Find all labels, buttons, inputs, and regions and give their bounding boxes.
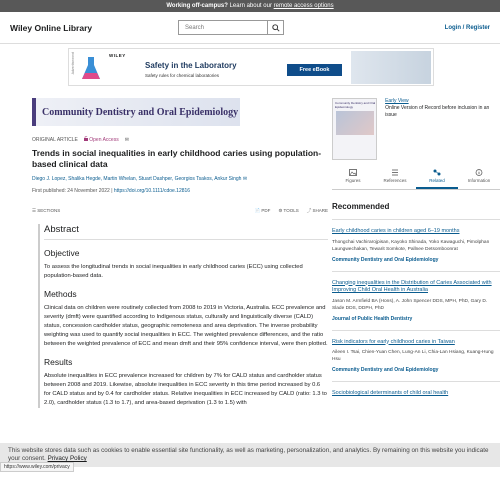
early-view-text bbox=[385, 98, 500, 160]
free-ebook-button[interactable]: Free eBook bbox=[287, 64, 342, 76]
offcampus-banner bbox=[0, 0, 500, 12]
journal-banner-text: Community Dentistry and Oral Epidemiology bbox=[42, 106, 239, 118]
tab-references-label: References bbox=[383, 178, 407, 183]
advertisement-banner[interactable] bbox=[68, 48, 434, 86]
article-type: ORIGINAL ARTICLE bbox=[32, 136, 78, 143]
results-heading: Results bbox=[44, 357, 73, 367]
tab-related-label: Related bbox=[429, 178, 445, 183]
tab-information[interactable] bbox=[458, 166, 500, 189]
search-icon bbox=[272, 24, 280, 32]
results-text: Absolute inequalities in ECC prevalence increased for children by 7% for CALD status and cardholder status between 2008 and 2019. Likewise, absolute inequalities in ECC severity in this time period increased by 0.6 for CALD status and by 0.4 for cardholder status. Relative inequalities in ECC increased by CALD (ratio: 1.3 to 2.0), cardholder status (1.3 to 1.7), and area-based deprivation (1.3 to 1.5) with bbox=[44, 373, 327, 406]
tools-label: TOOLS bbox=[283, 208, 299, 213]
objective-heading: Objective bbox=[44, 248, 80, 258]
recommended-journal[interactable]: Journal of Public Health Dentistry bbox=[332, 315, 413, 322]
cookie-text: This website stores data such as cookies to enable essential site functionality, as well as marketing, personalization, and analytics. By remaining on this website you indicate your consent. bbox=[8, 447, 489, 462]
cookie-banner bbox=[0, 443, 500, 467]
sidebar bbox=[332, 98, 500, 406]
pdf-label: PDF bbox=[261, 208, 271, 213]
ad-subtitle: Safety rules for chemical laboratories bbox=[145, 73, 220, 78]
article-main bbox=[32, 98, 328, 408]
site-header bbox=[0, 12, 500, 44]
site-logo[interactable]: Wiley Online Library bbox=[10, 22, 93, 33]
tab-figures[interactable] bbox=[332, 166, 374, 189]
recommended-journal[interactable]: Community Dentistry and Oral Epidemiology bbox=[332, 256, 439, 263]
recommended-title[interactable]: Early childhood caries in children aged 6–19 months bbox=[332, 228, 460, 234]
article-title: Trends in social inequalities in early childhood caries using population-based clinical data bbox=[32, 148, 322, 169]
sections-button[interactable]: ☰ SECTIONS bbox=[32, 208, 61, 213]
abstract-section bbox=[38, 224, 328, 408]
open-access-badge bbox=[84, 136, 119, 143]
list-item bbox=[332, 271, 500, 330]
early-view-desc: Online Version of Record before inclusion in an issue bbox=[385, 105, 490, 118]
ad-brand: WILEY bbox=[109, 53, 126, 58]
open-access-label: Open Access bbox=[89, 137, 119, 143]
published-label: First published: bbox=[32, 188, 68, 194]
abstract-heading: Abstract bbox=[44, 224, 328, 240]
info-icon bbox=[475, 169, 483, 176]
publication-info: First published: 24 November 2022 | https://doi.org/10.1111/cdoe.12816 bbox=[32, 188, 191, 194]
image-icon bbox=[349, 169, 357, 176]
share-label: SHARE bbox=[312, 208, 328, 213]
objective-text: To assess the longitudinal trends in social inequalities in early childhood caries (ECC) using collected population-based data. bbox=[44, 264, 303, 279]
ad-title: Safety in the Laboratory bbox=[145, 61, 237, 70]
offcampus-label: Working off-campus? bbox=[166, 3, 228, 9]
remote-access-link[interactable]: remote access options bbox=[273, 3, 334, 9]
tab-related[interactable] bbox=[416, 166, 458, 189]
sidebar-tabs bbox=[332, 166, 500, 190]
advert-label: Advertisement bbox=[71, 52, 75, 75]
email-icon[interactable]: ✉ bbox=[242, 176, 248, 182]
doi-link[interactable]: https://doi.org/10.1111/cdoe.12816 bbox=[113, 188, 191, 194]
recommended-authors: Thongchai Vachirarojpisan, Kayoko Shinada, Yoko Kawaguchi, Pimolphan Laungwechakan, Tewarit Somkote, Pallnee Detsomboonrat bbox=[332, 239, 490, 252]
recommended-title[interactable]: Sociobiological determinants of child oral health bbox=[332, 390, 449, 396]
recommended-section bbox=[332, 202, 500, 406]
recommended-title[interactable]: Changing inequalities in the Distribution of Caries Associated with Improving Child Oral Health in Australia bbox=[332, 279, 492, 293]
privacy-policy-link[interactable]: Privacy Policy bbox=[47, 455, 87, 462]
journal-cover[interactable] bbox=[332, 98, 377, 160]
methods-text: Clinical data on children were routinely collected from 2008 to 2019 in Victoria, Australia. ECC prevalence and severity (dmft) were quantified according to Indigenous status, culturally and linguistically diverse (CALD) status, concession cardholder status, geographic remoteness and area deprivation. The inverse probability weighting was used to quantify social inequalities in ECC. The weighted prevalence differences, and the ratio between the weighted prevalence of ECC and mean dmft and their 95% confidence interval, were then plotted. bbox=[44, 305, 328, 347]
recommended-heading: Recommended bbox=[332, 202, 390, 211]
flask-icon bbox=[81, 56, 101, 82]
recommended-authors: Jason M. Armfield BA (Hons), A. John Spencer DDS, MPH, PhD, Gary D. Slade DDS, DDPH, PhD bbox=[332, 298, 488, 311]
open-lock-icon bbox=[84, 136, 88, 141]
list-item bbox=[332, 381, 500, 406]
recommended-authors: Aileen I. Tsai, Chien-Yuan Chen, Lung-An Li, Chia-Lan Hsiang, Kuang-Hung Hsu bbox=[332, 350, 494, 362]
author-list[interactable] bbox=[32, 176, 328, 182]
search-input[interactable]: Search bbox=[185, 24, 205, 31]
list-item bbox=[332, 330, 500, 382]
share-button[interactable]: ⤴ SHARE bbox=[306, 208, 328, 213]
login-register-link[interactable]: Login / Register bbox=[444, 24, 490, 31]
early-view-link[interactable]: Early View bbox=[385, 98, 409, 104]
tab-information-label: Information bbox=[467, 178, 491, 183]
early-view-box bbox=[332, 98, 500, 160]
cover-title: Community Dentistry and Oral Epidemiology bbox=[335, 101, 376, 109]
search-button[interactable] bbox=[267, 20, 283, 35]
related-icon bbox=[433, 169, 441, 176]
article-meta bbox=[32, 136, 328, 143]
tab-figures-label: Figures bbox=[345, 178, 361, 183]
browser-status-url: https://www.wiley.com/privacy bbox=[0, 462, 74, 472]
published-date: 24 November 2022 bbox=[67, 188, 110, 194]
journal-banner[interactable] bbox=[32, 98, 240, 126]
methods-heading: Methods bbox=[44, 289, 77, 299]
offcampus-text: Learn about our bbox=[227, 3, 274, 9]
sections-label: SECTIONS bbox=[37, 208, 61, 213]
references-icon bbox=[391, 169, 399, 176]
share-icon[interactable]: ✉ bbox=[124, 136, 129, 143]
ad-photo bbox=[351, 51, 431, 84]
search-box[interactable] bbox=[178, 20, 284, 35]
tab-references[interactable] bbox=[374, 166, 416, 189]
pdf-button[interactable]: 📄 PDF bbox=[254, 208, 271, 213]
recommended-journal[interactable]: Community Dentistry and Oral Epidemiology bbox=[332, 367, 439, 373]
tools-button[interactable]: ⚙ TOOLS bbox=[278, 208, 299, 213]
cover-image bbox=[336, 111, 374, 135]
recommended-title[interactable]: Risk indicators for early childhood caries in Taiwan bbox=[332, 338, 455, 345]
authors-text[interactable]: Diego J. Lopez, Shalika Hegde, Martin Whelan, Stuart Dashper, Georgios Tsakos, Ankur Singh bbox=[32, 176, 242, 182]
article-toolbar bbox=[32, 208, 328, 214]
list-item bbox=[332, 219, 500, 271]
